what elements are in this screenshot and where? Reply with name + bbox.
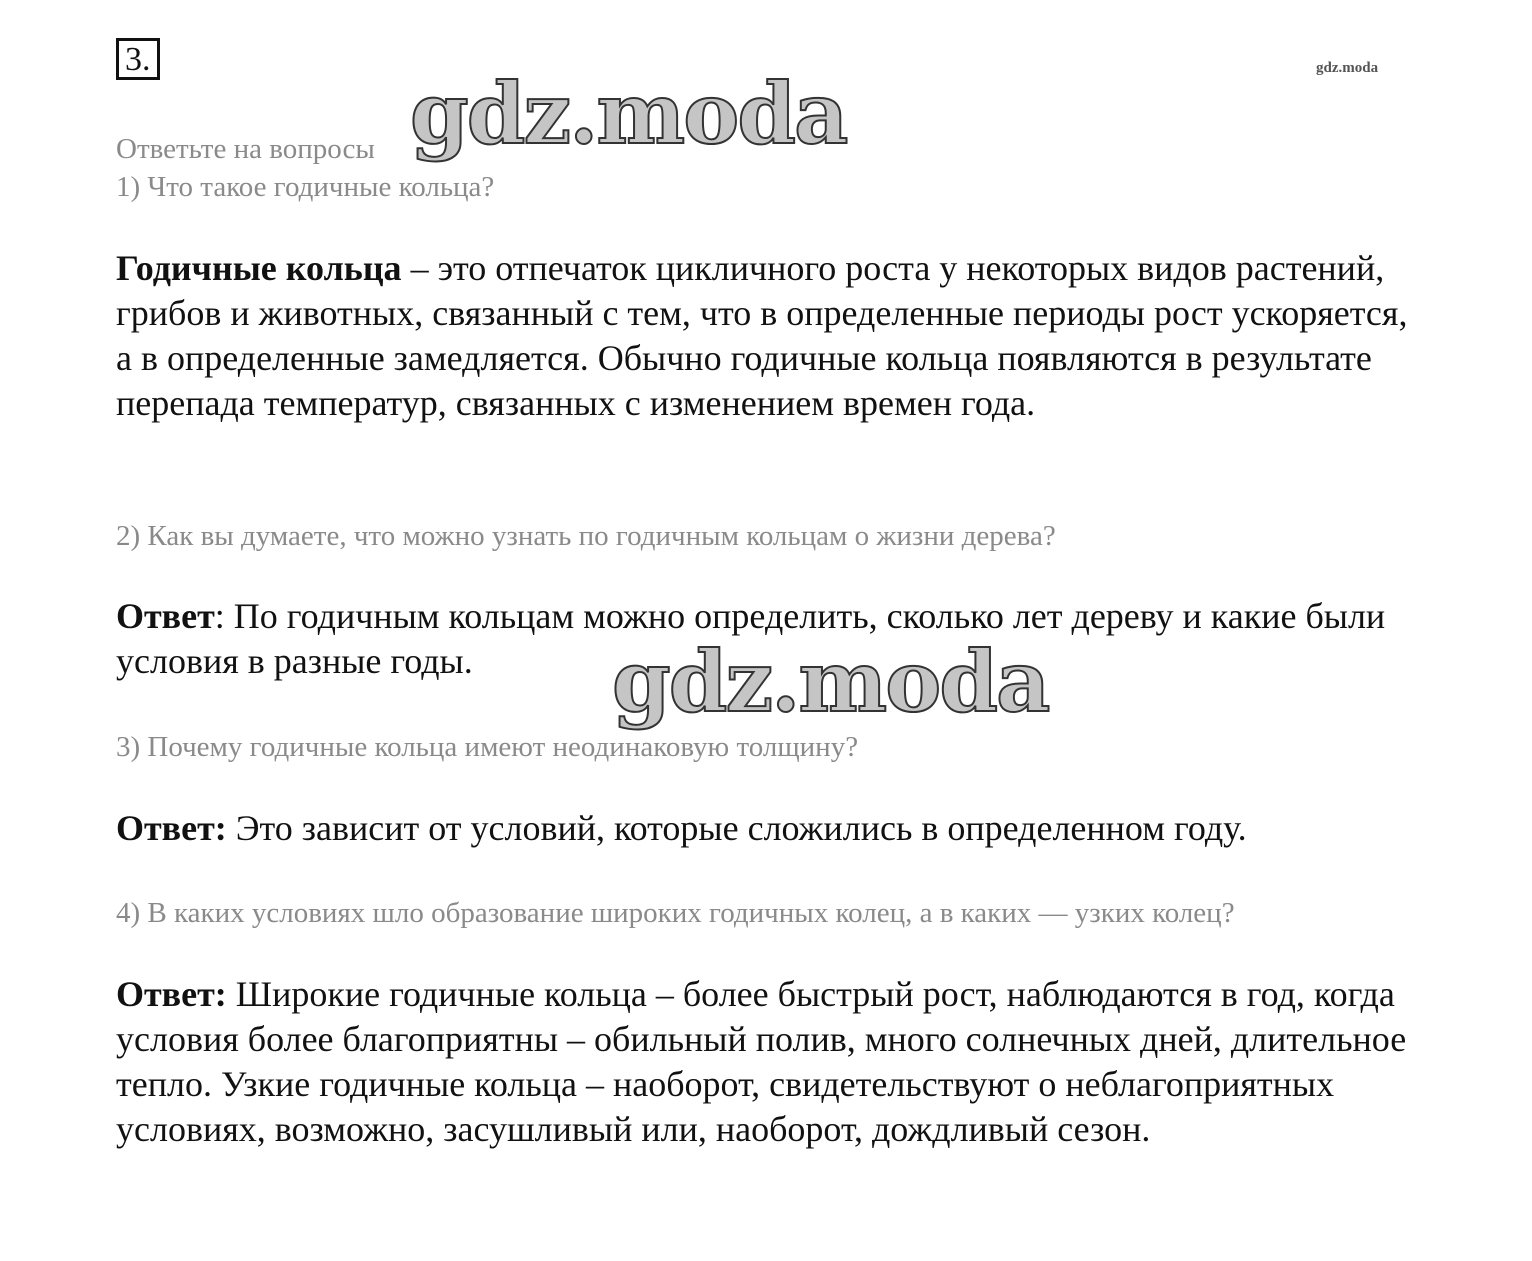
task-number: 3. [116, 38, 160, 80]
watermark-logo: gdz.moda [612, 632, 1049, 731]
question-3: 3) Почему годичные кольца имеют неодинаковую толщину? [116, 731, 859, 763]
answer-1 [116, 246, 1426, 426]
answer-3-label: Ответ: [116, 808, 227, 848]
answer-1-label: Годичные кольца [116, 248, 402, 288]
answer-3 [116, 806, 1426, 851]
watermark-logo: gdz.moda [410, 64, 847, 163]
question-1: 1) Что такое годичные кольца? [116, 171, 495, 203]
corner-watermark: gdz.moda [1316, 60, 1379, 76]
intro-text: Ответьте на вопросы [116, 133, 375, 165]
answer-4-text: Широкие годичные кольца – более быстрый рост, наблюдаются в год, когда условия более благоприятны – обильный полив, много солнечных дней, длительное тепло. Узкие годичные кольца – наоборот, свидетельствуют о неблагоприятных условиях, возможно, засушливый или, наоборот, дождливый сезон. [116, 974, 1407, 1149]
answer-2-label: Ответ [116, 596, 215, 636]
answer-4 [116, 972, 1426, 1152]
answer-3-text: Это зависит от условий, которые сложились в определенном году. [226, 808, 1247, 848]
answer-2-text: : По годичным кольцам можно определить, сколько лет дереву и какие были условия в разные годы. [116, 596, 1386, 681]
question-2: 2) Как вы думаете, что можно узнать по годичным кольцам о жизни дерева? [116, 520, 1056, 552]
question-4: 4) В каких условиях шло образование широких годичных колец, а в каких — узких колец? [116, 897, 1235, 929]
answer-4-label: Ответ: [116, 974, 227, 1014]
answer-1-text: – это отпечаток цикличного роста у некоторых видов растений, грибов и животных, связанный с тем, что в определенные периоды рост ускоряется, а в определенные замедляется. Обычно годичные кольца появляются в результате перепада температур, связанных с изменением времен года. [116, 248, 1408, 423]
